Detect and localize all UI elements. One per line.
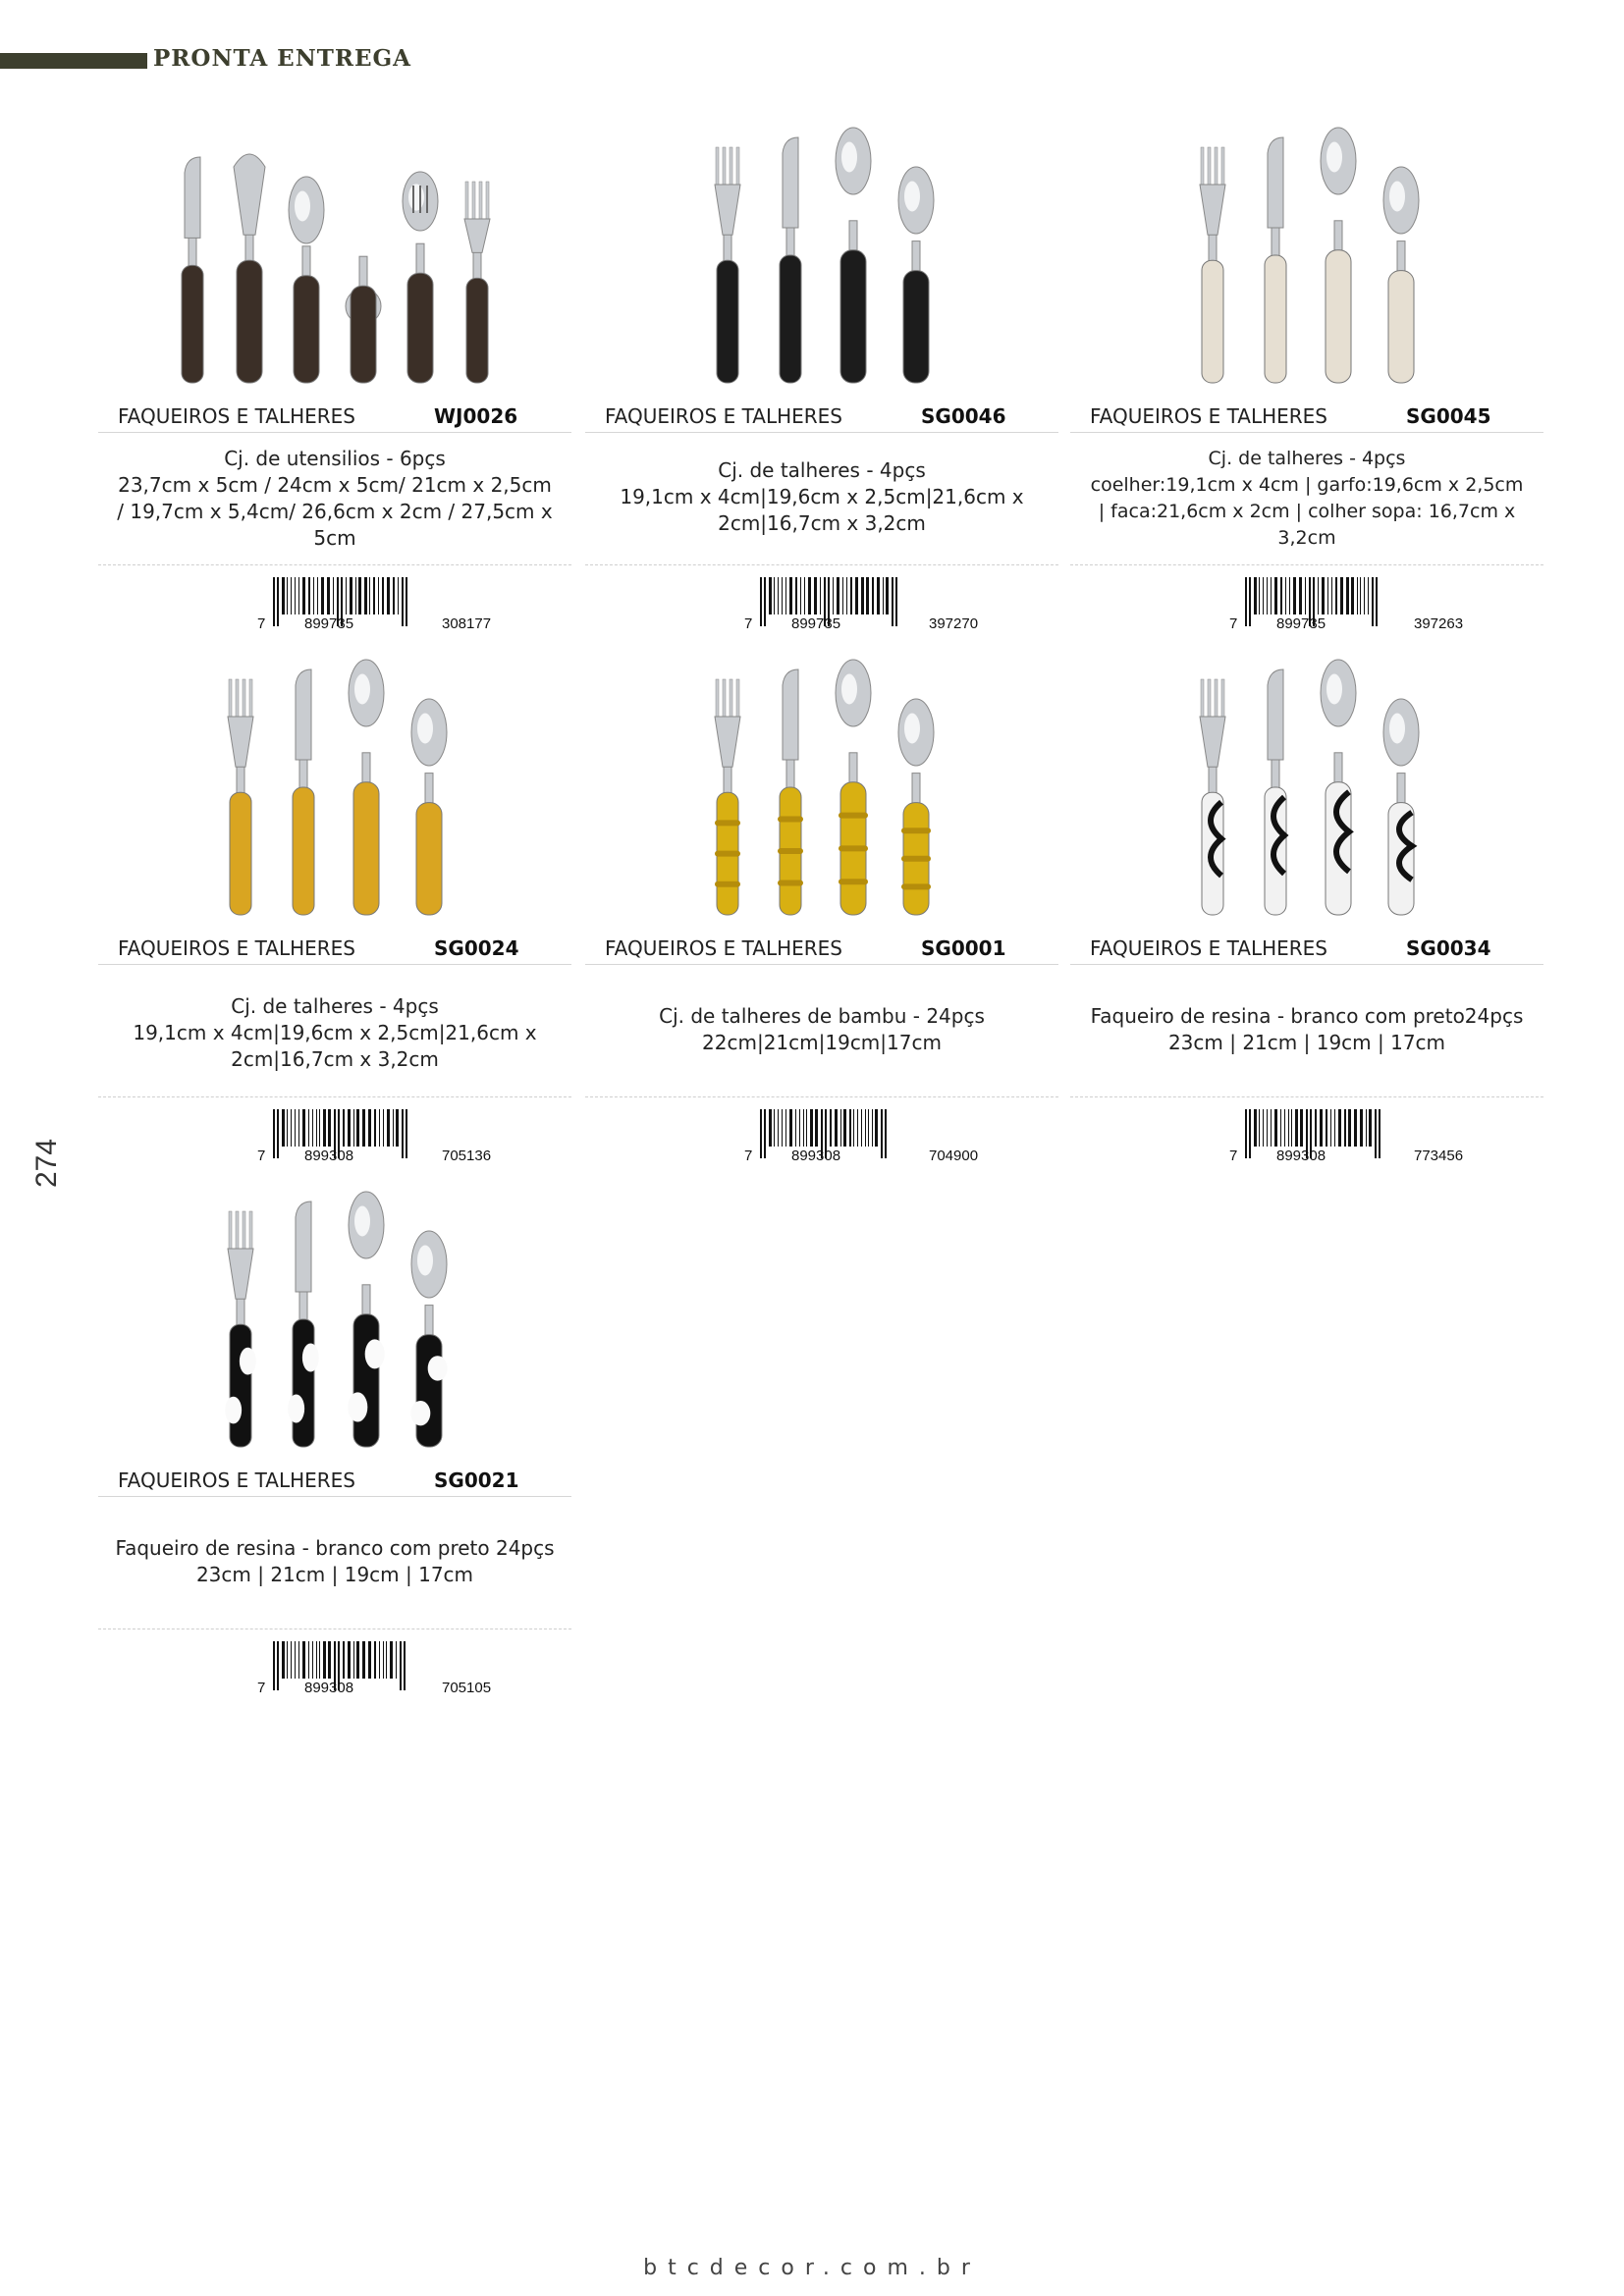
divider	[98, 1096, 571, 1097]
fork-utensil	[225, 1211, 256, 1447]
barcode-graphic	[255, 1107, 540, 1166]
barcode-group2: 704900	[929, 1148, 979, 1164]
barcode-prefix: 7	[744, 615, 753, 632]
barcode-prefix: 7	[257, 615, 266, 632]
divider	[1070, 564, 1543, 565]
handle-shape	[1265, 255, 1286, 383]
handle-shape	[351, 286, 376, 383]
barcode-prefix: 7	[257, 1148, 266, 1164]
product-category: FAQUEIROS E TALHERES	[1090, 936, 1327, 960]
handle-shape	[237, 260, 262, 383]
product-category: FAQUEIROS E TALHERES	[118, 404, 355, 428]
divider	[98, 564, 571, 565]
fork-utensil	[1200, 679, 1225, 915]
description-line: Cj. de talheres - 4pçs	[1208, 448, 1406, 469]
barcode-graphic	[1227, 575, 1512, 634]
description-line: 23cm | 21cm | 19cm | 17cm	[195, 1563, 474, 1586]
barcode-group1: 899308	[791, 1148, 841, 1164]
product-header	[98, 400, 571, 433]
fork-utensil	[715, 679, 740, 915]
description-line: Cj. de talheres de bambu - 24pçs	[659, 1004, 985, 1028]
spoon-utensil	[898, 167, 934, 383]
product-header	[98, 1465, 571, 1497]
product-header	[585, 400, 1058, 433]
product-category: FAQUEIROS E TALHERES	[605, 404, 842, 428]
barcode-graphic	[742, 575, 1027, 634]
product-photo	[585, 650, 1058, 934]
cutlery-set-image	[585, 118, 1058, 402]
spoon-utensil	[349, 660, 384, 915]
product-card	[1070, 118, 1543, 648]
handle-shape	[466, 278, 488, 383]
spoon-utensil	[1321, 128, 1356, 383]
description-line: 23cm | 21cm | 19cm | 17cm	[1167, 1031, 1446, 1054]
product-code: SG0001	[921, 936, 1006, 960]
cutlery-set-image	[98, 650, 571, 934]
product-card	[98, 1182, 571, 1712]
server-utensil	[234, 154, 265, 383]
barcode-graphic	[1227, 1107, 1512, 1166]
product-category: FAQUEIROS E TALHERES	[118, 1468, 355, 1492]
handle-shape	[717, 260, 738, 383]
knife-utensil	[293, 669, 314, 915]
product-photo	[1070, 118, 1543, 402]
product-header	[1070, 933, 1543, 965]
product-description	[589, 1003, 1055, 1056]
product-photo	[98, 118, 571, 402]
barcode-group2: 397270	[929, 615, 979, 632]
description-line: 3,2cm	[1277, 527, 1336, 549]
description-line: Cj. de talheres - 4pçs	[718, 458, 926, 482]
description-line: 2cm|16,7cm x 3,2cm	[718, 511, 926, 535]
product-description	[589, 457, 1055, 537]
page-number	[27, 1129, 67, 1198]
spoon-utensil	[836, 128, 871, 383]
product-card	[1070, 650, 1543, 1180]
handle-shape	[780, 255, 801, 383]
handle-shape	[353, 782, 379, 915]
knife-utensil	[1265, 137, 1286, 383]
spoon-utensil	[1383, 167, 1419, 383]
knife-utensil	[1265, 669, 1286, 915]
product-card	[98, 118, 571, 648]
handle-shape	[230, 1324, 251, 1447]
knife-utensil	[778, 669, 803, 915]
knife-utensil	[780, 137, 801, 383]
product-code: SG0034	[1406, 936, 1491, 960]
product-code: SG0046	[921, 404, 1006, 428]
description-line: 23,7cm x 5cm / 24cm x 5cm/ 21cm x 2,5cm	[118, 473, 552, 497]
barcode-group2: 773456	[1414, 1148, 1464, 1164]
product-code: SG0024	[434, 936, 519, 960]
barcode-graphic	[255, 1639, 540, 1698]
barcode	[1227, 575, 1512, 634]
description-line: 22cm|21cm|19cm|17cm	[702, 1031, 942, 1054]
ladle-utensil	[346, 256, 381, 383]
footer-website: btcdecor.com.br	[643, 2256, 981, 2280]
spoon-utensil	[1383, 699, 1419, 915]
barcode-prefix: 7	[1229, 615, 1238, 632]
handle-shape	[293, 787, 314, 915]
handle-shape	[294, 276, 319, 383]
description-line: Cj. de utensilios - 6pçs	[224, 447, 446, 470]
fork-utensil	[1200, 147, 1225, 383]
handle-shape	[293, 1319, 314, 1447]
product-code: SG0045	[1406, 404, 1491, 428]
divider	[585, 1096, 1058, 1097]
description-line: 19,1cm x 4cm|19,6cm x 2,5cm|21,6cm x	[620, 485, 1024, 508]
description-line: 19,1cm x 4cm|19,6cm x 2,5cm|21,6cm x	[133, 1021, 537, 1044]
description-line: / 19,7cm x 5,4cm/ 26,6cm x 2cm / 27,5cm x	[117, 500, 553, 523]
product-photo	[98, 650, 571, 934]
handle-shape	[182, 265, 203, 383]
product-category: FAQUEIROS E TALHERES	[605, 936, 842, 960]
cutlery-set-image	[585, 650, 1058, 934]
product-card	[98, 650, 571, 1180]
spoon-utensil	[348, 1192, 384, 1447]
page-header-title: PRONTA ENTREGA	[153, 45, 411, 72]
barcode	[742, 575, 1027, 634]
handle-shape	[416, 1335, 442, 1447]
barcode-group1: 899735	[304, 615, 354, 632]
handle-shape	[353, 1314, 379, 1447]
barcode-group1: 899308	[304, 1148, 354, 1164]
page-number-text: 274	[30, 1138, 63, 1189]
description-line: 2cm|16,7cm x 3,2cm	[231, 1047, 439, 1071]
description-line: 5cm	[313, 526, 356, 550]
barcode-group2: 308177	[442, 615, 492, 632]
header-bar	[0, 53, 147, 69]
product-photo	[98, 1182, 571, 1467]
product-header	[585, 933, 1058, 965]
barcode-prefix: 7	[744, 1148, 753, 1164]
barcode-graphic	[255, 575, 540, 634]
spoon-utensil	[289, 177, 324, 383]
spoon-utensil	[836, 660, 871, 915]
fork-utensil	[464, 182, 490, 383]
barcode-group2: 705105	[442, 1680, 492, 1696]
barcode-prefix: 7	[1229, 1148, 1238, 1164]
handle-shape	[1388, 271, 1414, 383]
divider	[1070, 1096, 1543, 1097]
product-category: FAQUEIROS E TALHERES	[1090, 404, 1327, 428]
fork-utensil	[715, 147, 740, 383]
barcode	[1227, 1107, 1512, 1166]
handle-shape	[1326, 250, 1351, 383]
cutlery-set-image	[98, 118, 571, 402]
description-line: coelher:19,1cm x 4cm | garfo:19,6cm x 2,5cm	[1090, 474, 1524, 496]
barcode-group2: 705136	[442, 1148, 492, 1164]
handle-shape	[840, 250, 866, 383]
barcode	[255, 1107, 540, 1166]
divider	[585, 564, 1058, 565]
spoon-utensil	[1321, 660, 1356, 915]
product-photo	[585, 118, 1058, 402]
product-description	[102, 1535, 568, 1588]
product-card	[585, 650, 1058, 1180]
spoon-utensil	[411, 699, 447, 915]
barcode	[742, 1107, 1027, 1166]
product-code: SG0021	[434, 1468, 519, 1492]
handle-shape	[407, 273, 433, 383]
product-header	[98, 933, 571, 965]
handle-shape	[230, 792, 251, 915]
slotted-spoon-utensil	[403, 172, 438, 383]
cutlery-set-image	[1070, 118, 1543, 402]
barcode	[255, 575, 540, 634]
handle-shape	[903, 271, 929, 383]
fork-utensil	[228, 679, 253, 915]
product-description	[102, 446, 568, 552]
barcode	[255, 1639, 540, 1698]
barcode-group1: 899735	[791, 615, 841, 632]
spoon-utensil	[898, 699, 934, 915]
barcode-prefix: 7	[257, 1680, 266, 1696]
cutlery-set-image	[98, 1182, 571, 1467]
product-description	[1074, 446, 1540, 552]
knife-utensil	[288, 1201, 319, 1447]
description-line: | faca:21,6cm x 2cm | colher sopa: 16,7cm x	[1098, 501, 1516, 522]
description-line: Faqueiro de resina - branco com preto 24pçs	[115, 1536, 555, 1560]
product-header	[1070, 400, 1543, 433]
barcode-group1: 899735	[1276, 615, 1326, 632]
cutlery-set-image	[1070, 650, 1543, 934]
barcode-group1: 899308	[304, 1680, 354, 1696]
handle-shape	[1202, 260, 1223, 383]
spoon-utensil	[410, 1231, 447, 1447]
description-line: Faqueiro de resina - branco com preto24pçs	[1090, 1004, 1524, 1028]
product-card	[585, 118, 1058, 648]
product-photo	[1070, 650, 1543, 934]
barcode-graphic	[742, 1107, 1027, 1166]
product-category: FAQUEIROS E TALHERES	[118, 936, 355, 960]
knife-utensil	[182, 157, 203, 383]
handle-shape	[416, 803, 442, 915]
product-description	[102, 993, 568, 1073]
description-line: Cj. de talheres - 4pçs	[231, 994, 439, 1018]
product-description	[1074, 1003, 1540, 1056]
barcode-group2: 397263	[1414, 615, 1464, 632]
product-code: WJ0026	[434, 404, 518, 428]
barcode-group1: 899308	[1276, 1148, 1326, 1164]
